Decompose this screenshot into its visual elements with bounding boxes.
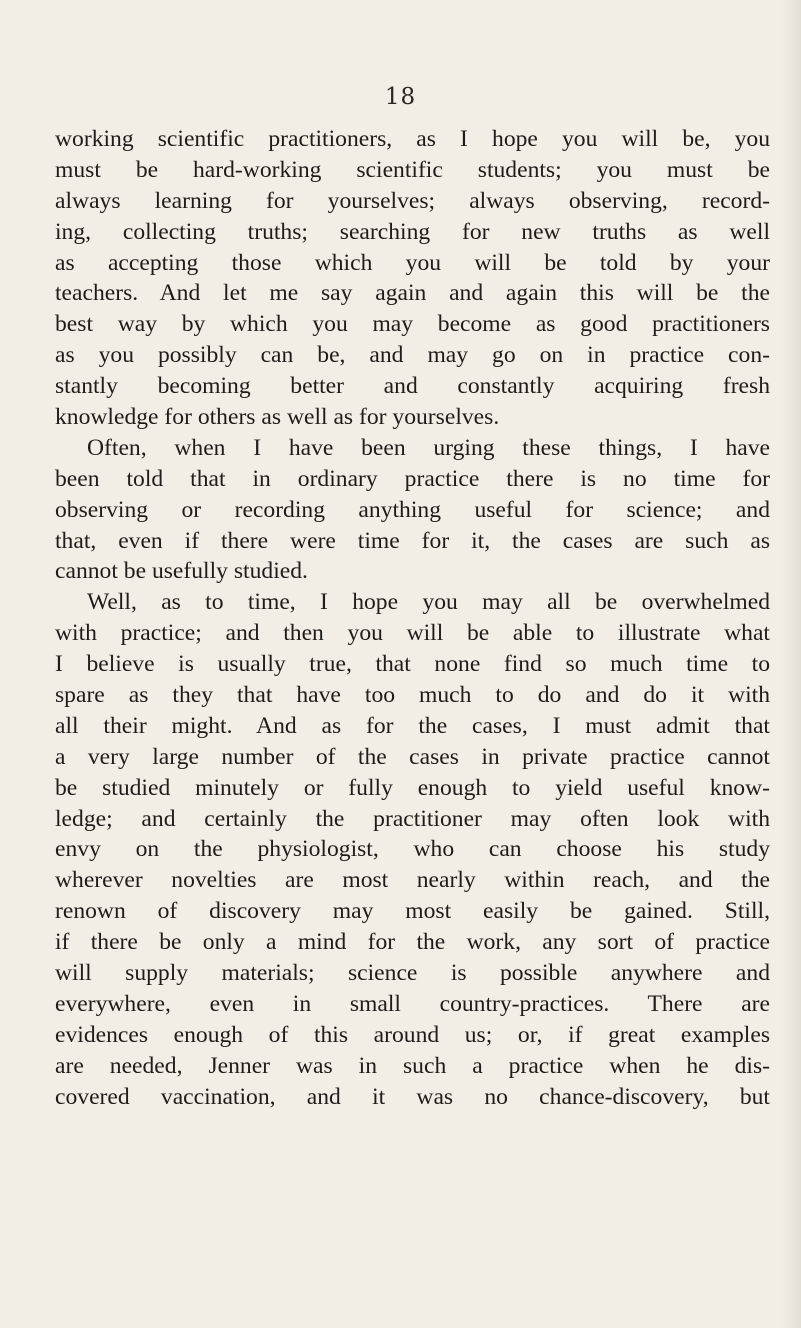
text-line: will supply materials; science is possible anywhere and: [55, 960, 770, 987]
page-number: 18: [384, 84, 417, 110]
paragraph-first-line: Often, when I have been urging these things, I have: [87, 434, 770, 461]
text-line: evidences enough of this around us; or, if great examples: [55, 1021, 770, 1048]
text-line: spare as they that have too much to do and do it with: [55, 682, 770, 709]
text-line: if there be only a mind for the work, any sort of practice: [55, 929, 770, 956]
body-text: [55, 124, 770, 1113]
text-line: all their might. And as for the cases, I must admit that: [55, 712, 770, 739]
text-line: everywhere, even in small country-practices. There are: [55, 990, 770, 1017]
text-line: wherever novelties are most nearly within reach, and the: [55, 867, 770, 894]
text-line: as accepting those which you will be told by your: [55, 249, 770, 276]
text-line: always learning for yourselves; always observing, record-: [55, 187, 770, 214]
text-line: best way by which you may become as good practitioners: [55, 311, 770, 338]
text-line: observing or recording anything useful for science; and: [55, 496, 770, 523]
text-line: that, even if there were time for it, the cases are such as: [55, 527, 770, 554]
text-line: a very large number of the cases in private practice cannot: [55, 743, 770, 770]
text-line: been told that in ordinary practice there is no time for: [55, 465, 770, 492]
text-line: renown of discovery may most easily be gained. Still,: [55, 898, 770, 925]
text-line: envy on the physiologist, who can choose his study: [55, 836, 770, 863]
paragraph-last-line: cannot be usefully studied.: [55, 558, 308, 585]
text-line: covered vaccination, and it was no chance-discovery, but: [55, 1083, 770, 1110]
text-line: stantly becoming better and constantly acquiring fresh: [55, 373, 770, 400]
text-line: must be hard-working scientific students; you must be: [55, 156, 770, 183]
text-line: ing, collecting truths; searching for new truths as well: [55, 218, 770, 245]
text-line: I believe is usually true, that none find so much time to: [55, 651, 770, 678]
paragraph-first-line: Well, as to time, I hope you may all be overwhelmed: [87, 589, 770, 616]
text-line: ledge; and certainly the practitioner may often look with: [55, 805, 770, 832]
paragraph-last-line: knowledge for others as well as for yourselves.: [55, 404, 500, 431]
text-line: teachers. And let me say again and again this will be the: [55, 280, 770, 307]
text-line: working scientific practitioners, as I hope you will be, you: [55, 126, 770, 152]
text-line: are needed, Jenner was in such a practice when he dis-: [55, 1052, 770, 1079]
text-line: with practice; and then you will be able to illustrate what: [55, 620, 770, 647]
text-line: be studied minutely or fully enough to yield useful know-: [55, 774, 770, 801]
text-line: as you possibly can be, and may go on in practice con-: [55, 342, 770, 369]
